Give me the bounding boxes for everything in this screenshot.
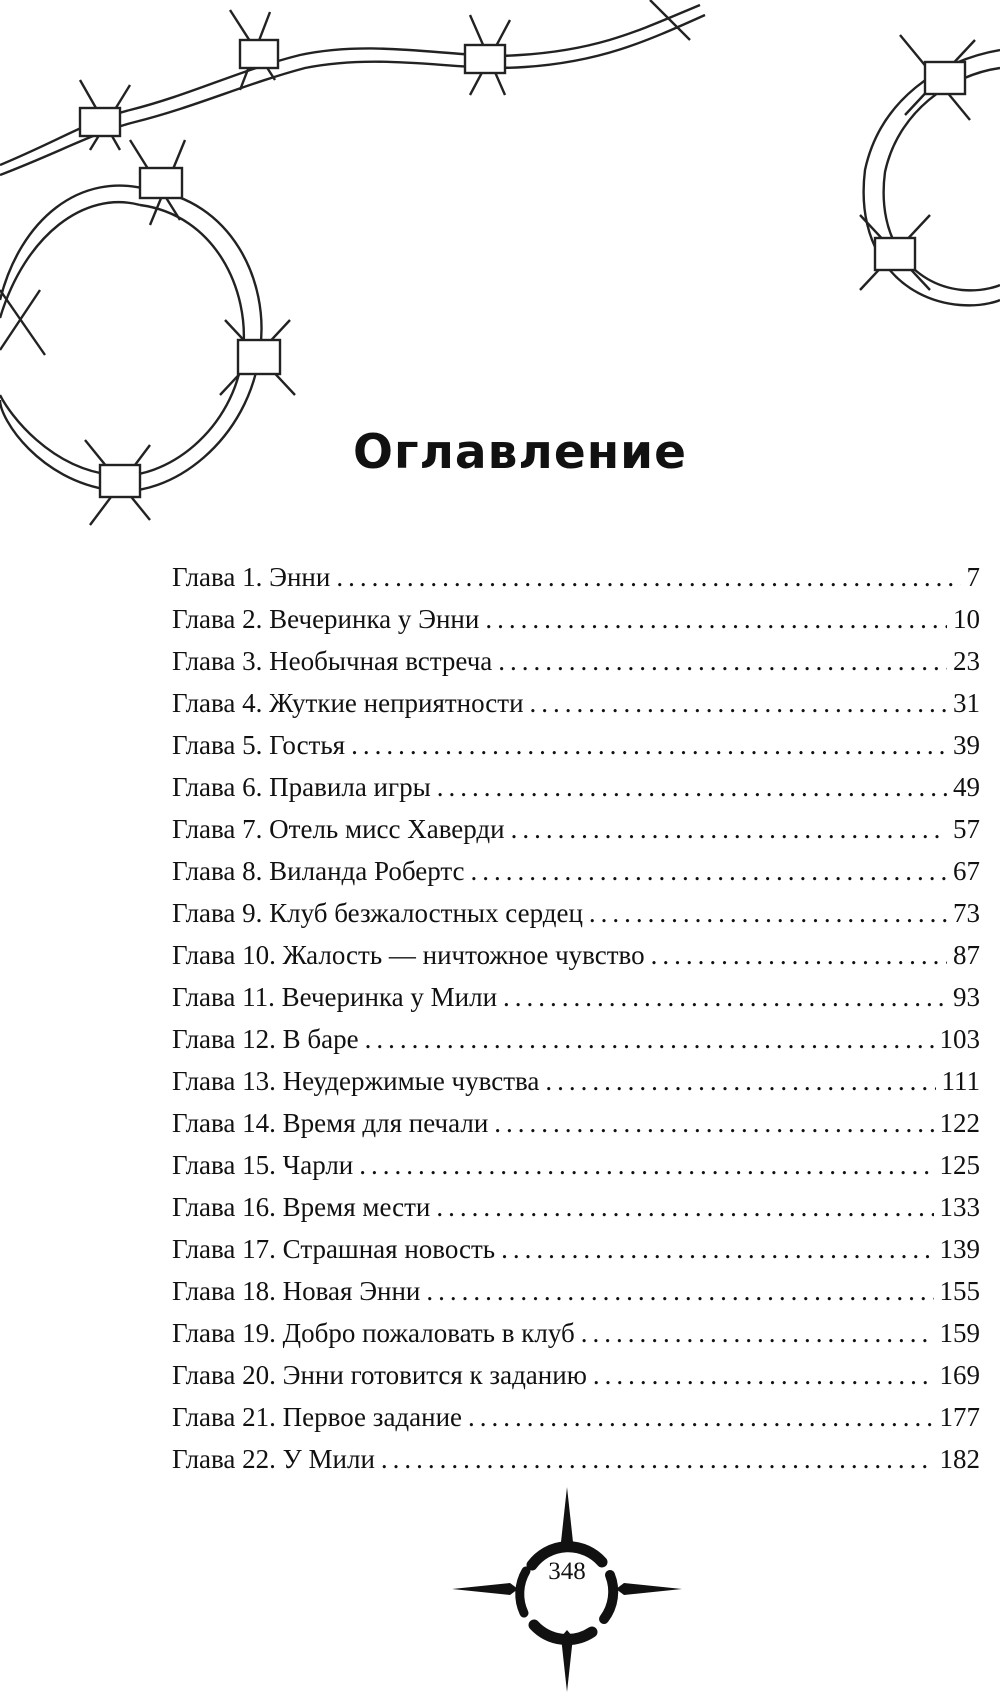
toc-page-number: 111: [941, 1066, 980, 1096]
toc-entry: [172, 1270, 980, 1312]
toc-leader-dots: [365, 1018, 934, 1060]
barbed-wire-strands: [0, 5, 1000, 491]
toc-chapter-title: Глава 22. У Мили: [172, 1444, 375, 1474]
toc-chapter-title: Глава 18. Новая Энни: [172, 1276, 421, 1306]
page-number: 348: [548, 1558, 586, 1585]
toc-page-number: 93: [953, 982, 980, 1012]
toc-leader-dots: [498, 640, 947, 682]
toc-chapter-title: Глава 7. Отель мисс Хаверди: [172, 814, 505, 844]
toc-page-number: 103: [939, 1024, 980, 1054]
toc-leader-dots: [503, 976, 947, 1018]
toc-entry: [172, 1396, 980, 1438]
toc-chapter-title: Глава 13. Неудержимые чувства: [172, 1066, 540, 1096]
toc-leader-dots: [593, 1354, 934, 1396]
toc-chapter-title: Глава 6. Правила игры: [172, 772, 431, 802]
toc-chapter-title: Глава 21. Первое задание: [172, 1402, 463, 1432]
toc-leader-dots: [436, 1186, 933, 1228]
toc-leader-dots: [494, 1102, 933, 1144]
toc-leader-dots: [426, 1270, 933, 1312]
toc-page-number: 169: [939, 1360, 980, 1390]
toc-page-number: 155: [939, 1276, 980, 1306]
toc-chapter-title: Глава 5. Гостья: [172, 730, 346, 760]
toc-entry: [172, 934, 980, 976]
toc-leader-dots: [468, 1396, 933, 1438]
toc-chapter-title: Глава 14. Время для печали: [172, 1108, 489, 1138]
toc-page-number: 133: [939, 1192, 980, 1222]
toc-chapter-title: Глава 10. Жалость — ничтожное чувство: [172, 940, 645, 970]
toc-page-number: 10: [953, 604, 980, 634]
toc-chapter-title: Глава 1. Энни: [172, 562, 331, 592]
crosshair-emblem: [452, 1487, 682, 1692]
toc-entry: [172, 1102, 980, 1144]
page-title: Оглавление: [353, 425, 687, 480]
toc-leader-dots: [651, 934, 947, 976]
toc-leader-dots: [511, 808, 947, 850]
toc-page-number: 177: [939, 1402, 980, 1432]
toc-chapter-title: Глава 9. Клуб безжалостных сердец: [172, 898, 583, 928]
toc-entry: [172, 724, 980, 766]
toc-page-number: 67: [953, 856, 980, 886]
toc-chapter-title: Глава 4. Жуткие неприятности: [172, 688, 524, 718]
toc-page-number: 182: [939, 1444, 980, 1474]
toc-entry: [172, 1228, 980, 1270]
toc-leader-dots: [359, 1144, 933, 1186]
table-of-contents: [172, 556, 980, 1480]
toc-leader-dots: [530, 682, 947, 724]
toc-entry: [172, 682, 980, 724]
toc-leader-dots: [381, 1438, 934, 1480]
toc-page-number: 23: [953, 646, 980, 676]
toc-entry: [172, 892, 980, 934]
toc-entry: [172, 766, 980, 808]
toc-leader-dots: [485, 598, 947, 640]
toc-entry: [172, 1018, 980, 1060]
toc-chapter-title: Глава 11. Вечеринка у Мили: [172, 982, 498, 1012]
toc-chapter-title: Глава 20. Энни готовится к заданию: [172, 1360, 587, 1390]
toc-entry: [172, 1354, 980, 1396]
toc-leader-dots: [589, 892, 947, 934]
toc-chapter-title: Глава 16. Время мести: [172, 1192, 431, 1222]
toc-entry: [172, 850, 980, 892]
toc-page-number: 7: [966, 562, 980, 592]
toc-chapter-title: Глава 8. Виланда Робертс: [172, 856, 465, 886]
toc-chapter-title: Глава 12. В баре: [172, 1024, 359, 1054]
toc-chapter-title: Глава 19. Добро пожаловать в клуб: [172, 1318, 575, 1348]
toc-entry: [172, 1186, 980, 1228]
toc-chapter-title: Глава 2. Вечеринка у Энни: [172, 604, 480, 634]
toc-entry: [172, 1144, 980, 1186]
toc-leader-dots: [501, 1228, 933, 1270]
toc-chapter-title: Глава 3. Необычная встреча: [172, 646, 493, 676]
toc-entry: [172, 640, 980, 682]
toc-entry: [172, 556, 980, 598]
toc-entry: [172, 1438, 980, 1480]
toc-page-number: 122: [939, 1108, 980, 1138]
toc-entry: [172, 598, 980, 640]
toc-leader-dots: [581, 1312, 934, 1354]
toc-page-number: 39: [953, 730, 980, 760]
toc-leader-dots: [545, 1060, 935, 1102]
toc-page-number: 73: [953, 898, 980, 928]
toc-entry: [172, 1060, 980, 1102]
toc-chapter-title: Глава 17. Страшная новость: [172, 1234, 496, 1264]
toc-page-number: 87: [953, 940, 980, 970]
toc-page-number: 159: [939, 1318, 980, 1348]
toc-leader-dots: [437, 766, 947, 808]
toc-page-number: 57: [953, 814, 980, 844]
toc-leader-dots: [470, 850, 947, 892]
toc-chapter-title: Глава 15. Чарли: [172, 1150, 354, 1180]
toc-entry: [172, 808, 980, 850]
toc-page-number: 31: [953, 688, 980, 718]
toc-page-number: 125: [939, 1150, 980, 1180]
toc-entry: [172, 976, 980, 1018]
toc-leader-dots: [351, 724, 947, 766]
toc-entry: [172, 1312, 980, 1354]
toc-leader-dots: [336, 556, 960, 598]
toc-page-number: 139: [939, 1234, 980, 1264]
toc-page-number: 49: [953, 772, 980, 802]
